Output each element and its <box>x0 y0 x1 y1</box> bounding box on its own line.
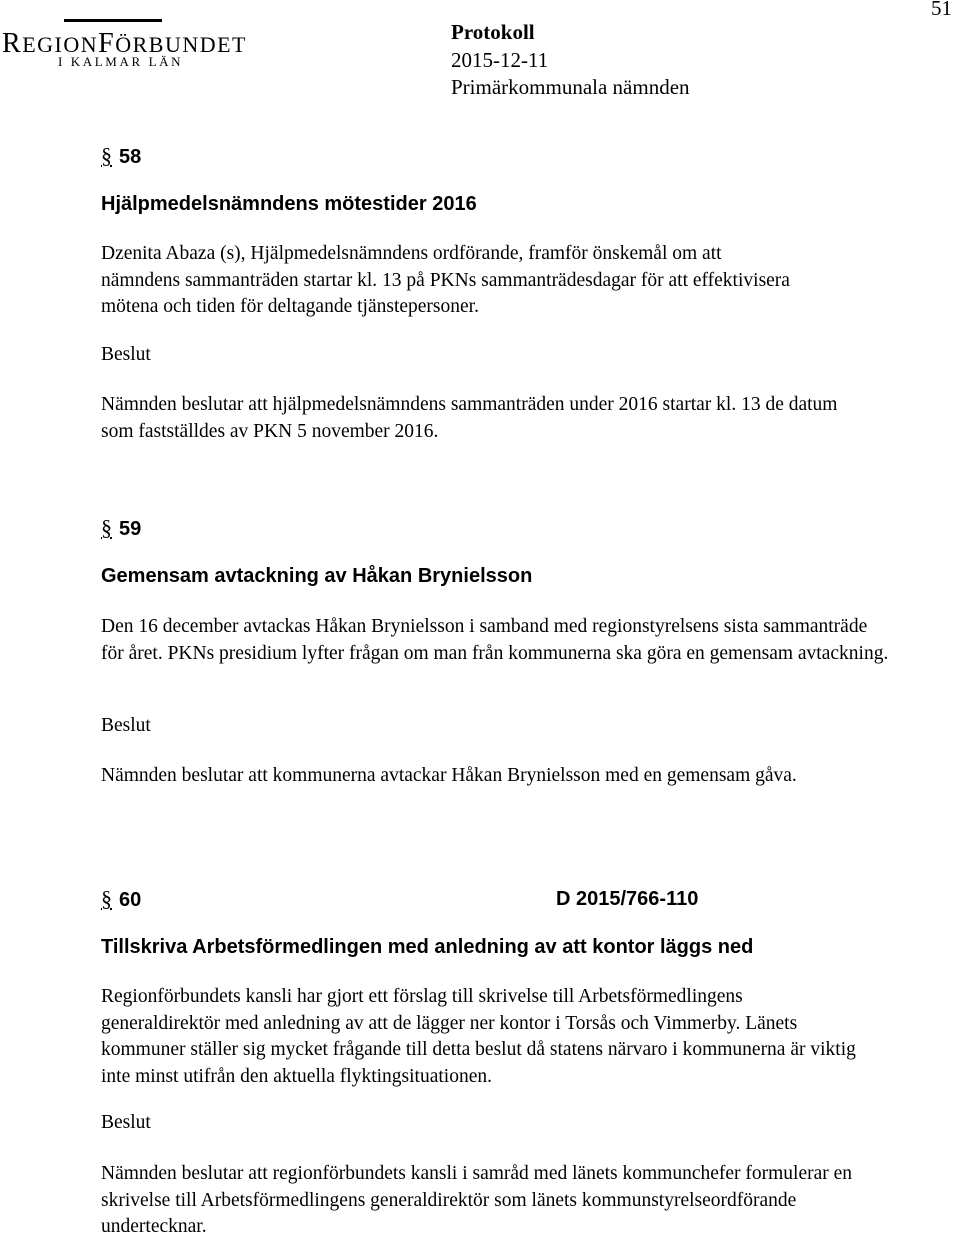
section-body: Dzenita Abaza (s), Hjälpmedelsnämndens ordförande, framför önskemål om att nämndens sammanträden startar kl. 13 på PKNs sammanträdesdagar för att effektivisera mötena och tiden för deltagande tjänstepersoner. <box>101 243 790 317</box>
document-date: 2015-12-11 <box>451 48 549 72</box>
page-number: 51 <box>931 0 952 20</box>
decision-text: Nämnden beslutar att hjälpmedelsnämndens sammanträden under 2016 startar kl. 13 de datum som fastställdes av PKN 5 november 2016. <box>101 394 838 442</box>
logo-wordmark: REGIONFÖRBUNDET <box>2 28 247 59</box>
section-sign: § <box>101 515 112 540</box>
paragraph-number <box>101 515 141 541</box>
section-sign: § <box>101 886 112 911</box>
diary-number: D 2015/766-110 <box>556 888 699 910</box>
section-number: 59 <box>119 518 142 540</box>
section-heading: Hjälpmedelsnämndens mötestider 2016 <box>101 193 477 215</box>
regionforbundet-logo <box>0 14 247 74</box>
section-heading: Tillskriva Arbetsförmedlingen med anledning av att kontor läggs ned <box>101 936 754 958</box>
section-body: Den 16 december avtackas Håkan Brynielsson i samband med regionstyrelsens sista sammanträde för året. PKNs presidium lyfter frågan om man från kommunerna ska göra en gemensam avtackning. <box>101 616 889 664</box>
decision-label: Beslut <box>101 344 151 365</box>
decision-text: Nämnden beslutar att regionförbundets kansli i samråd med länets kommunchefer formulerar en skrivelse till Arbetsförmedlingens generaldirektör som länets kommunstyrelseordförande undertecknar. <box>101 1163 853 1237</box>
decision-label: Beslut <box>101 1112 151 1133</box>
paragraph-number <box>101 143 141 169</box>
committee-name: Primärkommunala nämnden <box>451 75 690 99</box>
logo-bar <box>64 19 162 22</box>
logo-subtitle: I KALMAR LÄN <box>58 54 184 69</box>
section-heading: Gemensam avtackning av Håkan Brynielsson <box>101 565 533 587</box>
decision-label: Beslut <box>101 715 151 736</box>
section-number: 58 <box>119 146 142 168</box>
section-number: 60 <box>119 889 142 911</box>
section-body: Regionförbundets kansli har gjort ett förslag till skrivelse till Arbetsförmedlingens generaldirektör med anledning av att de lägger ner kontor i Torsås och Vimmerby. Länets kommuner ställer sig mycket frågande till detta beslut då statens närvaro i kommunerna är viktig inte minst utifrån den aktuella flyktingsituationen. <box>101 986 856 1087</box>
decision-text: Nämnden beslutar att kommunerna avtackar Håkan Brynielsson med en gemensam gåva. <box>101 765 797 786</box>
section-sign: § <box>101 143 112 168</box>
document-type: Protokoll <box>451 20 535 44</box>
paragraph-number <box>101 886 141 912</box>
